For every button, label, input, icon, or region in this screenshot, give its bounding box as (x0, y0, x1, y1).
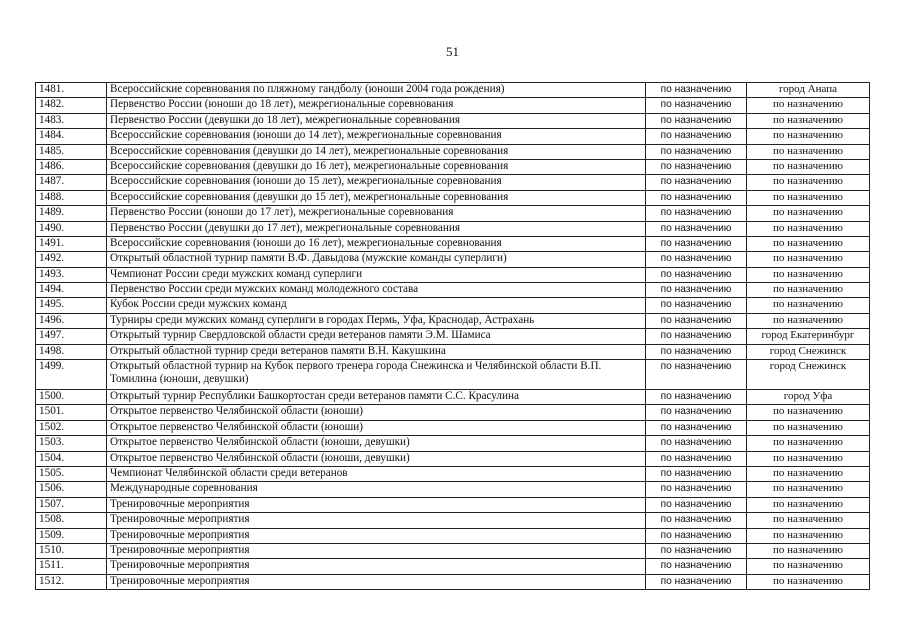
page-number: 51 (446, 44, 459, 59)
row-number: 1481. (36, 83, 107, 98)
row-number: 1506. (36, 482, 107, 497)
table-row (36, 129, 870, 144)
event-place: по назначению (747, 543, 870, 558)
event-term: по назначению (646, 98, 747, 113)
event-name: Первенство России (девушки до 18 лет), межрегиональные соревнования (107, 113, 646, 128)
event-place: по назначению (747, 252, 870, 267)
event-place: по назначению (747, 236, 870, 251)
row-number: 1484. (36, 129, 107, 144)
events-table-body (36, 83, 870, 590)
row-number: 1496. (36, 313, 107, 328)
event-place: город Уфа (747, 390, 870, 405)
event-place: по назначению (747, 513, 870, 528)
event-term: по назначению (646, 298, 747, 313)
table-row (36, 267, 870, 282)
event-place: город Снежинск (747, 360, 870, 390)
event-name: Первенство России (юноши до 18 лет), межрегиональные соревнования (107, 98, 646, 113)
event-term: по назначению (646, 83, 747, 98)
table-row (36, 190, 870, 205)
event-name: Всероссийские соревнования (девушки до 15 лет), межрегиональные соревнования (107, 190, 646, 205)
row-number: 1512. (36, 574, 107, 589)
event-term: по назначению (646, 221, 747, 236)
event-term: по назначению (646, 420, 747, 435)
row-number: 1505. (36, 466, 107, 481)
event-term: по назначению (646, 574, 747, 589)
event-term: по назначению (646, 451, 747, 466)
row-number: 1509. (36, 528, 107, 543)
row-number: 1511. (36, 559, 107, 574)
row-number: 1482. (36, 98, 107, 113)
event-place: по назначению (747, 405, 870, 420)
event-place: по назначению (747, 528, 870, 543)
table-row (36, 574, 870, 589)
event-term: по назначению (646, 113, 747, 128)
event-place: по назначению (747, 451, 870, 466)
event-place: по назначению (747, 129, 870, 144)
event-term: по назначению (646, 513, 747, 528)
row-number: 1500. (36, 390, 107, 405)
table-row (36, 420, 870, 435)
row-number: 1486. (36, 159, 107, 174)
event-place: по назначению (747, 482, 870, 497)
event-place: по назначению (747, 574, 870, 589)
event-name: Международные соревнования (107, 482, 646, 497)
event-term: по назначению (646, 129, 747, 144)
event-place: по назначению (747, 466, 870, 481)
row-number: 1490. (36, 221, 107, 236)
row-number: 1503. (36, 436, 107, 451)
event-term: по назначению (646, 482, 747, 497)
event-name: Тренировочные мероприятия (107, 513, 646, 528)
event-place: город Екатеринбург (747, 329, 870, 344)
event-name: Первенство России среди мужских команд молодежного состава (107, 283, 646, 298)
event-place: по назначению (747, 98, 870, 113)
event-name: Всероссийские соревнования (юноши до 15 лет), межрегиональные соревнования (107, 175, 646, 190)
table-row (36, 513, 870, 528)
event-name: Чемпионат Челябинской области среди ветеранов (107, 466, 646, 481)
row-number: 1499. (36, 360, 107, 390)
event-term: по назначению (646, 175, 747, 190)
event-term: по назначению (646, 144, 747, 159)
event-name: Всероссийские соревнования (юноши до 14 лет), межрегиональные соревнования (107, 129, 646, 144)
event-place: по назначению (747, 206, 870, 221)
event-place: по назначению (747, 313, 870, 328)
event-term: по назначению (646, 466, 747, 481)
event-name: Открытый областной турнир среди ветеранов памяти В.Н. Какушкина (107, 344, 646, 359)
event-place: по назначению (747, 559, 870, 574)
event-name: Турниры среди мужских команд суперлиги в городах Пермь, Уфа, Краснодар, Астрахань (107, 313, 646, 328)
table-row (36, 236, 870, 251)
table-row (36, 482, 870, 497)
table-row (36, 405, 870, 420)
event-place: по назначению (747, 144, 870, 159)
event-term: по назначению (646, 283, 747, 298)
event-name: Кубок России среди мужских команд (107, 298, 646, 313)
row-number: 1508. (36, 513, 107, 528)
table-row (36, 559, 870, 574)
event-place: по назначению (747, 298, 870, 313)
row-number: 1494. (36, 283, 107, 298)
table-row (36, 344, 870, 359)
row-number: 1489. (36, 206, 107, 221)
row-number: 1493. (36, 267, 107, 282)
table-row (36, 543, 870, 558)
event-place: по назначению (747, 175, 870, 190)
event-term: по назначению (646, 543, 747, 558)
event-name: Открытый турнир Республики Башкортостан среди ветеранов памяти С.С. Красулина (107, 390, 646, 405)
row-number: 1488. (36, 190, 107, 205)
event-name: Тренировочные мероприятия (107, 497, 646, 512)
event-name: Тренировочные мероприятия (107, 574, 646, 589)
event-name: Первенство России (девушки до 17 лет), межрегиональные соревнования (107, 221, 646, 236)
event-term: по назначению (646, 159, 747, 174)
table-row (36, 436, 870, 451)
table-row (36, 159, 870, 174)
row-number: 1485. (36, 144, 107, 159)
row-number: 1501. (36, 405, 107, 420)
event-place: по назначению (747, 190, 870, 205)
event-place: по назначению (747, 497, 870, 512)
row-number: 1502. (36, 420, 107, 435)
event-place: город Снежинск (747, 344, 870, 359)
table-row (36, 528, 870, 543)
row-number: 1510. (36, 543, 107, 558)
row-number: 1507. (36, 497, 107, 512)
event-name: Открытый турнир Свердловской области среди ветеранов памяти Э.М. Шамиса (107, 329, 646, 344)
table-row (36, 283, 870, 298)
event-term: по назначению (646, 360, 747, 390)
event-name: Чемпионат России среди мужских команд суперлиги (107, 267, 646, 282)
event-term: по назначению (646, 329, 747, 344)
table-row (36, 98, 870, 113)
event-term: по назначению (646, 436, 747, 451)
row-number: 1497. (36, 329, 107, 344)
event-place: по назначению (747, 267, 870, 282)
event-name: Тренировочные мероприятия (107, 559, 646, 574)
event-name: Открытый областной турнир на Кубок первого тренера города Снежинска и Челябинской области В.П. Томилина (юноши, девушки) (107, 360, 646, 390)
event-name: Тренировочные мероприятия (107, 528, 646, 543)
event-place: город Анапа (747, 83, 870, 98)
row-number: 1498. (36, 344, 107, 359)
event-term: по назначению (646, 405, 747, 420)
event-name: Всероссийские соревнования по пляжному гандболу (юноши 2004 года рождения) (107, 83, 646, 98)
table-row (36, 252, 870, 267)
table-row (36, 497, 870, 512)
event-name: Тренировочные мероприятия (107, 543, 646, 558)
event-place: по назначению (747, 113, 870, 128)
row-number: 1491. (36, 236, 107, 251)
event-term: по назначению (646, 559, 747, 574)
table-row (36, 298, 870, 313)
event-name: Первенство России (юноши до 17 лет), межрегиональные соревнования (107, 206, 646, 221)
event-term: по назначению (646, 528, 747, 543)
table-row (36, 451, 870, 466)
events-table (35, 82, 870, 590)
event-name: Открытое первенство Челябинской области (юноши, девушки) (107, 451, 646, 466)
event-term: по назначению (646, 190, 747, 205)
row-number: 1492. (36, 252, 107, 267)
event-term: по назначению (646, 252, 747, 267)
table-row (36, 113, 870, 128)
event-name: Открытое первенство Челябинской области (юноши) (107, 405, 646, 420)
event-name: Всероссийские соревнования (юноши до 16 лет), межрегиональные соревнования (107, 236, 646, 251)
event-name: Открытый областной турнир памяти В.Ф. Давыдова (мужские команды суперлиги) (107, 252, 646, 267)
event-term: по назначению (646, 313, 747, 328)
event-place: по назначению (747, 221, 870, 236)
table-row (36, 175, 870, 190)
table-row (36, 329, 870, 344)
event-term: по назначению (646, 236, 747, 251)
table-row (36, 221, 870, 236)
row-number: 1487. (36, 175, 107, 190)
table-row (36, 466, 870, 481)
event-term: по назначению (646, 390, 747, 405)
table-row (36, 83, 870, 98)
row-number: 1483. (36, 113, 107, 128)
table-row (36, 313, 870, 328)
event-term: по назначению (646, 497, 747, 512)
table-row (36, 360, 870, 390)
event-place: по назначению (747, 159, 870, 174)
event-name: Открытое первенство Челябинской области (юноши, девушки) (107, 436, 646, 451)
event-term: по назначению (646, 344, 747, 359)
event-name: Всероссийские соревнования (девушки до 16 лет), межрегиональные соревнования (107, 159, 646, 174)
table-row (36, 390, 870, 405)
table-row (36, 206, 870, 221)
event-place: по назначению (747, 283, 870, 298)
event-term: по назначению (646, 267, 747, 282)
event-place: по назначению (747, 436, 870, 451)
event-term: по назначению (646, 206, 747, 221)
table-row (36, 144, 870, 159)
event-place: по назначению (747, 420, 870, 435)
event-name: Всероссийские соревнования (девушки до 14 лет), межрегиональные соревнования (107, 144, 646, 159)
row-number: 1504. (36, 451, 107, 466)
event-name: Открытое первенство Челябинской области (юноши) (107, 420, 646, 435)
row-number: 1495. (36, 298, 107, 313)
